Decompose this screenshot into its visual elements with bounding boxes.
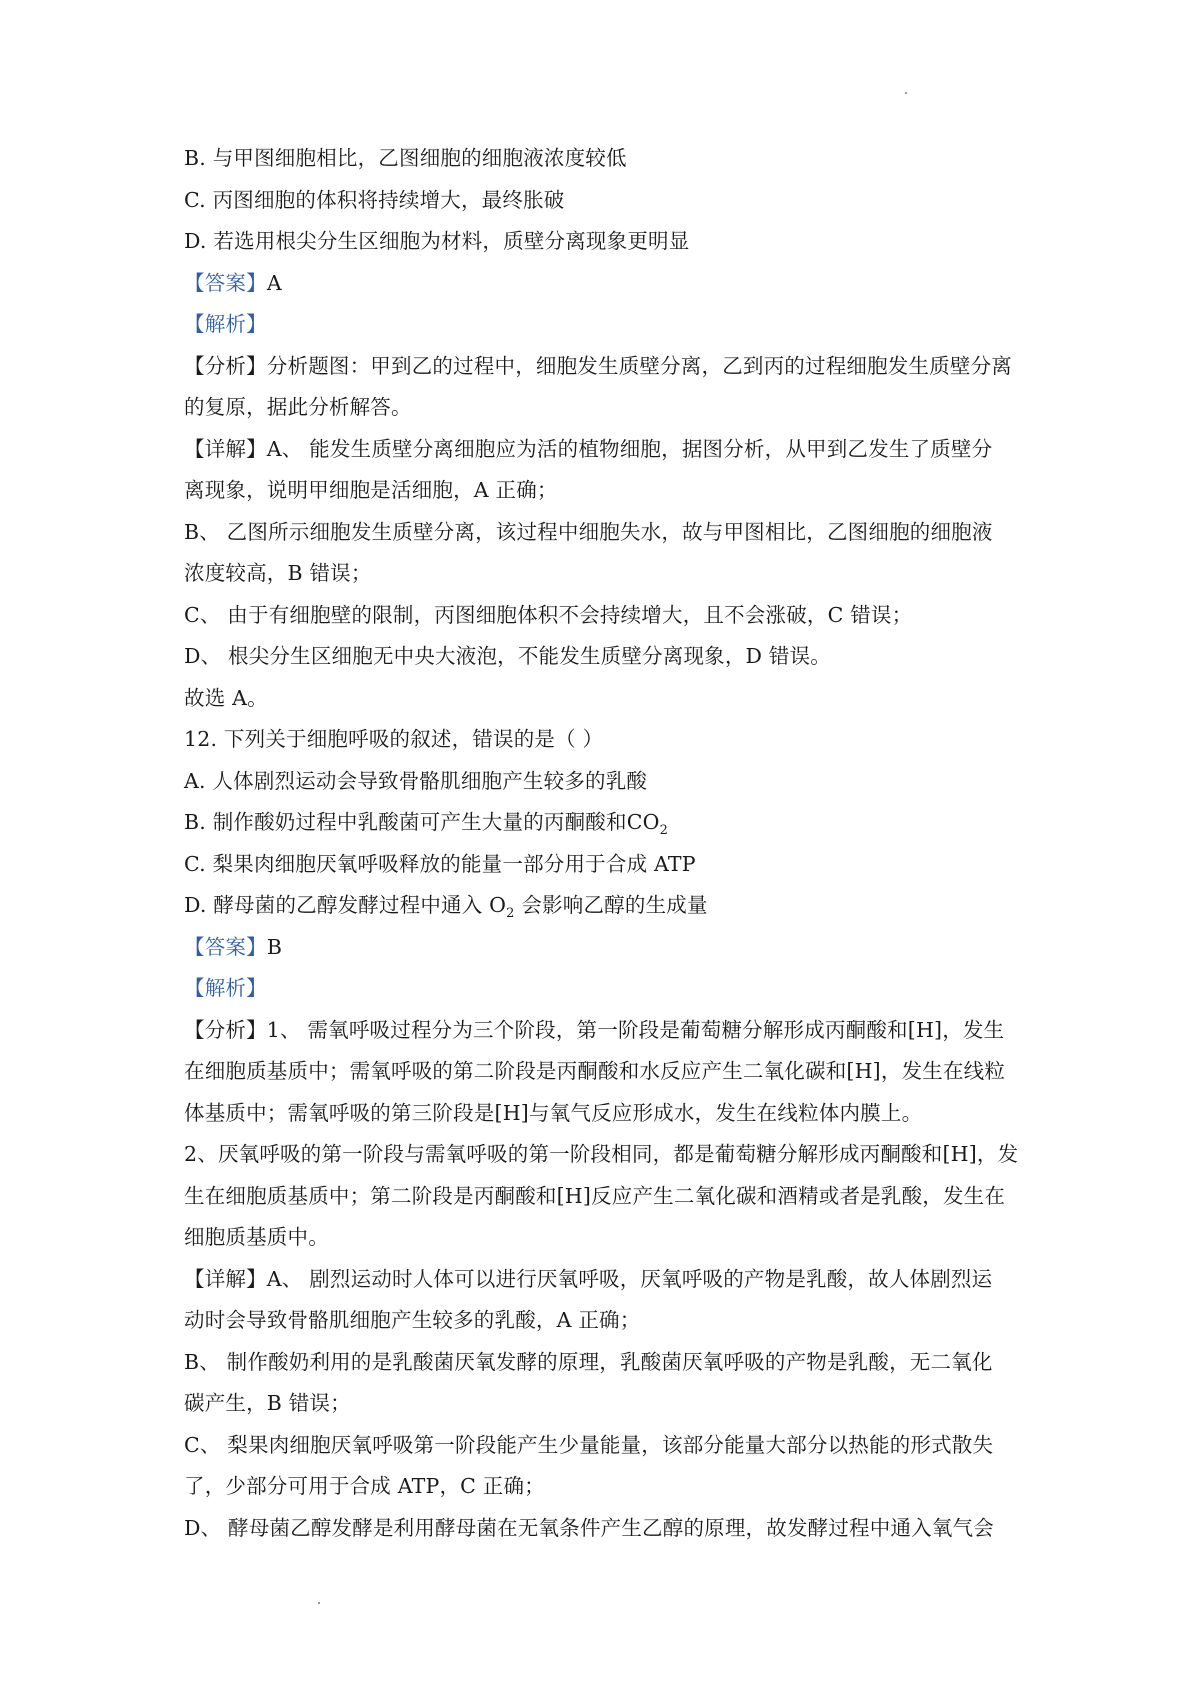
chem-formula: O <box>489 893 507 917</box>
text-line <box>184 1259 1032 1301</box>
text-line <box>184 138 1032 180</box>
chem-subscript: 2 <box>506 906 515 922</box>
line-text: 【分析】1、 需氧呼吸过程分为三个阶段，第一阶段是葡萄糖分解形成丙酮酸和[H]，发生 <box>184 1017 1005 1042</box>
line-text: 离现象，说明甲细胞是活细胞，A 正确； <box>184 478 558 502</box>
bottom-scan-dot <box>318 1602 320 1604</box>
line-text: 【详解】A、 能发生质壁分离细胞应为活的植物细胞，据图分析，从甲到乙发生了质壁分 <box>184 436 993 461</box>
text-line <box>184 636 1032 678</box>
line-text: D. 酵母菌的乙醇发酵过程中通入 <box>184 893 490 917</box>
text-line <box>184 512 1032 554</box>
top-scan-dot <box>905 92 907 94</box>
text-line <box>184 263 1032 305</box>
text-line <box>184 678 1032 720</box>
line-text: D、 根尖分生区细胞无中央大液泡，不能发生质壁分离现象，D 错误。 <box>184 644 832 668</box>
chem-subscript: 2 <box>659 823 669 839</box>
text-line <box>184 553 1032 595</box>
text-line <box>184 346 1032 388</box>
text-line <box>184 927 1032 969</box>
line-text: B、 乙图所示细胞发生质壁分离，该过程中细胞失水，故与甲图相比，乙图细胞的细胞液 <box>184 519 993 544</box>
text-line <box>184 429 1032 471</box>
line-text: 【分析】分析题图：甲到乙的过程中，细胞发生质壁分离，乙到丙的过程细胞发生质壁分离 <box>184 353 1012 378</box>
text-line <box>184 595 1032 637</box>
line-text: 浓度较高，B 错误； <box>184 561 372 585</box>
line-text: A. 人体剧烈运动会导致骨骼肌细胞产生较多的乳酸 <box>184 768 648 793</box>
line-text: B. 与甲图细胞相比，乙图细胞的细胞液浓度较低 <box>184 146 627 170</box>
text-line <box>184 719 1032 761</box>
line-text: 了，少部分可用于合成 ATP，C 正确； <box>184 1474 545 1498</box>
text-line <box>184 885 1032 927</box>
line-text: C、 梨果肉细胞厌氧呼吸第一阶段能产生少量能量，该部分能量大部分以热能的形式散失 <box>184 1432 994 1457</box>
text-line <box>184 1051 1032 1093</box>
text-line <box>184 470 1032 512</box>
text-line <box>184 387 1032 429</box>
line-text: D、 酵母菌乙醇发酵是利用酵母菌在无氧条件产生乙醇的原理，故发酵过程中通入氧气会 <box>184 1515 994 1540</box>
text-line <box>184 1383 1032 1425</box>
line-text: D. 若选用根尖分生区细胞为材料，质壁分离现象更明显 <box>184 229 690 253</box>
line-text-after: 会影响乙醇的生成量 <box>514 893 708 917</box>
text-line <box>184 761 1032 803</box>
text-line <box>184 1300 1032 1342</box>
text-line <box>184 1425 1032 1467</box>
text-line <box>184 304 1032 346</box>
line-text: 2、厌氧呼吸的第一阶段与需氧呼吸的第一阶段相同，都是葡萄糖分解形成丙酮酸和[H]，发 <box>184 1142 1019 1166</box>
text-line <box>184 221 1032 263</box>
line-text: 的复原，据此分析解答。 <box>184 395 412 419</box>
section-label: 【解析】 <box>184 976 267 1000</box>
line-text: B <box>266 934 283 959</box>
line-text: C. 梨果肉细胞厌氧呼吸释放的能量一部分用于合成 ATP <box>184 851 696 876</box>
line-text: C. 丙图细胞的体积将持续增大，最终胀破 <box>184 187 565 212</box>
line-text: 生在细胞质基质中；第二阶段是丙酮酸和[H]反应产生二氧化碳和酒精或者是乳酸，发生在 <box>184 1183 1006 1208</box>
text-line <box>184 1466 1032 1508</box>
line-text: 在细胞质基质中；需氧呼吸的第二阶段是丙酮酸和水反应产生二氧化碳和[H]，发生在线粒 <box>184 1059 1006 1083</box>
text-line <box>184 1508 1032 1550</box>
text-line <box>184 844 1032 886</box>
line-text: B、 制作酸奶利用的是乳酸菌厌氧发酵的原理，乳酸菌厌氧呼吸的产物是乳酸，无二氧化 <box>184 1349 993 1374</box>
text-line <box>184 968 1032 1010</box>
line-text: 细胞质基质中。 <box>184 1225 329 1249</box>
text-line <box>184 180 1032 222</box>
section-label: 【答案】 <box>184 270 267 295</box>
line-text: 体基质中；需氧呼吸的第三阶段是[H]与氧气反应形成水，发生在线粒体内膜上。 <box>184 1100 923 1125</box>
text-line <box>184 1010 1032 1052</box>
line-text: 故选 A。 <box>184 685 268 710</box>
line-text: 12. 下列关于细胞呼吸的叙述，错误的是（ ） <box>184 727 604 751</box>
line-text: 动时会导致骨骼肌细胞产生较多的乳酸，A 正确； <box>184 1308 641 1332</box>
line-text: C、 由于有细胞壁的限制，丙图细胞体积不会持续增大，且不会涨破，C 错误； <box>184 602 913 627</box>
line-text: 【详解】A、 剧烈运动时人体可以进行厌氧呼吸，厌氧呼吸的产物是乳酸，故人体剧烈运 <box>184 1266 993 1291</box>
line-text: A <box>266 270 282 295</box>
chem-formula: CO <box>626 810 660 834</box>
line-text: B. 制作酸奶过程中乳酸菌可产生大量的丙酮酸和 <box>184 810 627 834</box>
document-body <box>184 138 1032 1549</box>
text-line <box>184 1217 1032 1259</box>
text-line <box>184 1093 1032 1135</box>
text-line <box>184 1134 1032 1176</box>
text-line <box>184 802 1032 844</box>
section-label: 【答案】 <box>184 934 267 959</box>
line-text: 碳产生，B 错误； <box>184 1391 351 1415</box>
section-label: 【解析】 <box>184 312 267 336</box>
text-line <box>184 1176 1032 1218</box>
text-line <box>184 1342 1032 1384</box>
